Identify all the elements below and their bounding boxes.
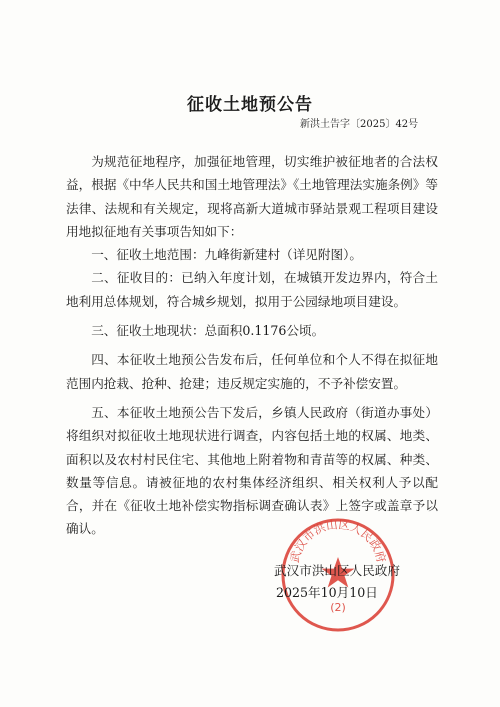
paragraph-prohibition: 四、本征收土地预公告发布后，任何单位和个人不得在拟征地范围内抢栽、抢种、抢建；违反规定实施的，不予补偿安置。 [66, 352, 438, 391]
seal-number: (2) [330, 601, 346, 614]
paragraph-scope: 一、征收土地范围：九峰街新建村（详见附图）。 [91, 247, 362, 263]
paragraph-survey: 五、本征收土地预公告下发后，乡镇人民政府（街道办事处）将组织对拟征收土地现状进行调查，内容包括土地的权属、地类、面积以及农村村民住宅、其他地上附着物和青苗等的权属、种类、数量等信息。请被征地的农村集体经济组织、相关权利人予以配合，并在《征收土地补偿实物指标调查确认表》上签字或盖章予以确认。 [66, 404, 438, 537]
document-number: 新洪土告字〔2025〕42号 [300, 119, 419, 130]
paragraph-purpose: 二、征收目的：已纳入年度计划，在城镇开发边界内，符合土地利用总体规划，符合城乡规划，拟用于公园绿地项目建设。 [66, 270, 438, 309]
seal-text: 武汉市洪山区人民政府 [287, 517, 389, 565]
paragraph-intro: 为规范征地程序，加强征地管理，切实维护被征地者的合法权益，根据《中华人民共和国土地管理法》《土地管理法实施条例》等法律、法规和有关规定，现将高新大道城市驿站景观工程项目建设用地拟征地有关事项告知如下： [66, 154, 438, 239]
document-title: 征收土地预公告 [187, 95, 313, 115]
issue-date: 2025年10月10日 [276, 585, 378, 600]
paragraph-status: 三、征收土地现状：总面积0.1176公顷。 [91, 323, 325, 339]
signature-block [262, 560, 412, 604]
document-body [66, 150, 438, 541]
issuer-name: 武汉市洪山区人民政府 [274, 563, 400, 578]
